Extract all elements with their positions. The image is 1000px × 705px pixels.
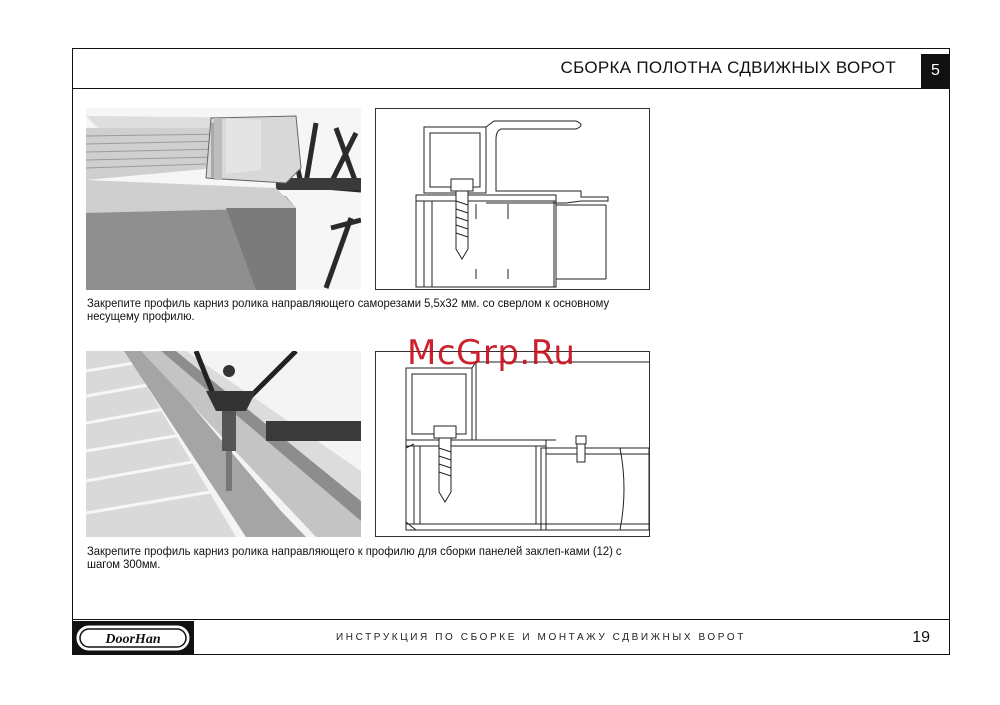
watermark: McGrp.Ru (407, 333, 576, 373)
step2-caption: Закрепите профиль карниз ролика направляющего к профилю для сборки панелей заклеп-ками (12) с шагом 300мм. (87, 544, 622, 571)
step1-caption: Закрепите профиль карниз ролика направляющего саморезами 5,5х32 мм. со сверлом к основному несущему профилю. (87, 296, 610, 323)
header-divider (72, 88, 950, 89)
footer-divider (72, 619, 950, 620)
footer-title: ИНСТРУКЦИЯ ПО СБОРКЕ И МОНТАЖУ СДВИЖНЫХ ВОРОТ (336, 632, 746, 643)
section-number-badge: 5 (921, 54, 950, 88)
step1-photo (86, 108, 361, 290)
step1-drawing (375, 108, 650, 290)
section-title: СБОРКА ПОЛОТНА СДВИЖНЫХ ВОРОТ (560, 58, 896, 77)
logo-text: DoorHan (105, 632, 161, 647)
step2-drawing (375, 351, 650, 537)
step2-photo (86, 351, 361, 537)
page-number: 19 (912, 629, 930, 646)
doorhan-logo (72, 621, 194, 655)
